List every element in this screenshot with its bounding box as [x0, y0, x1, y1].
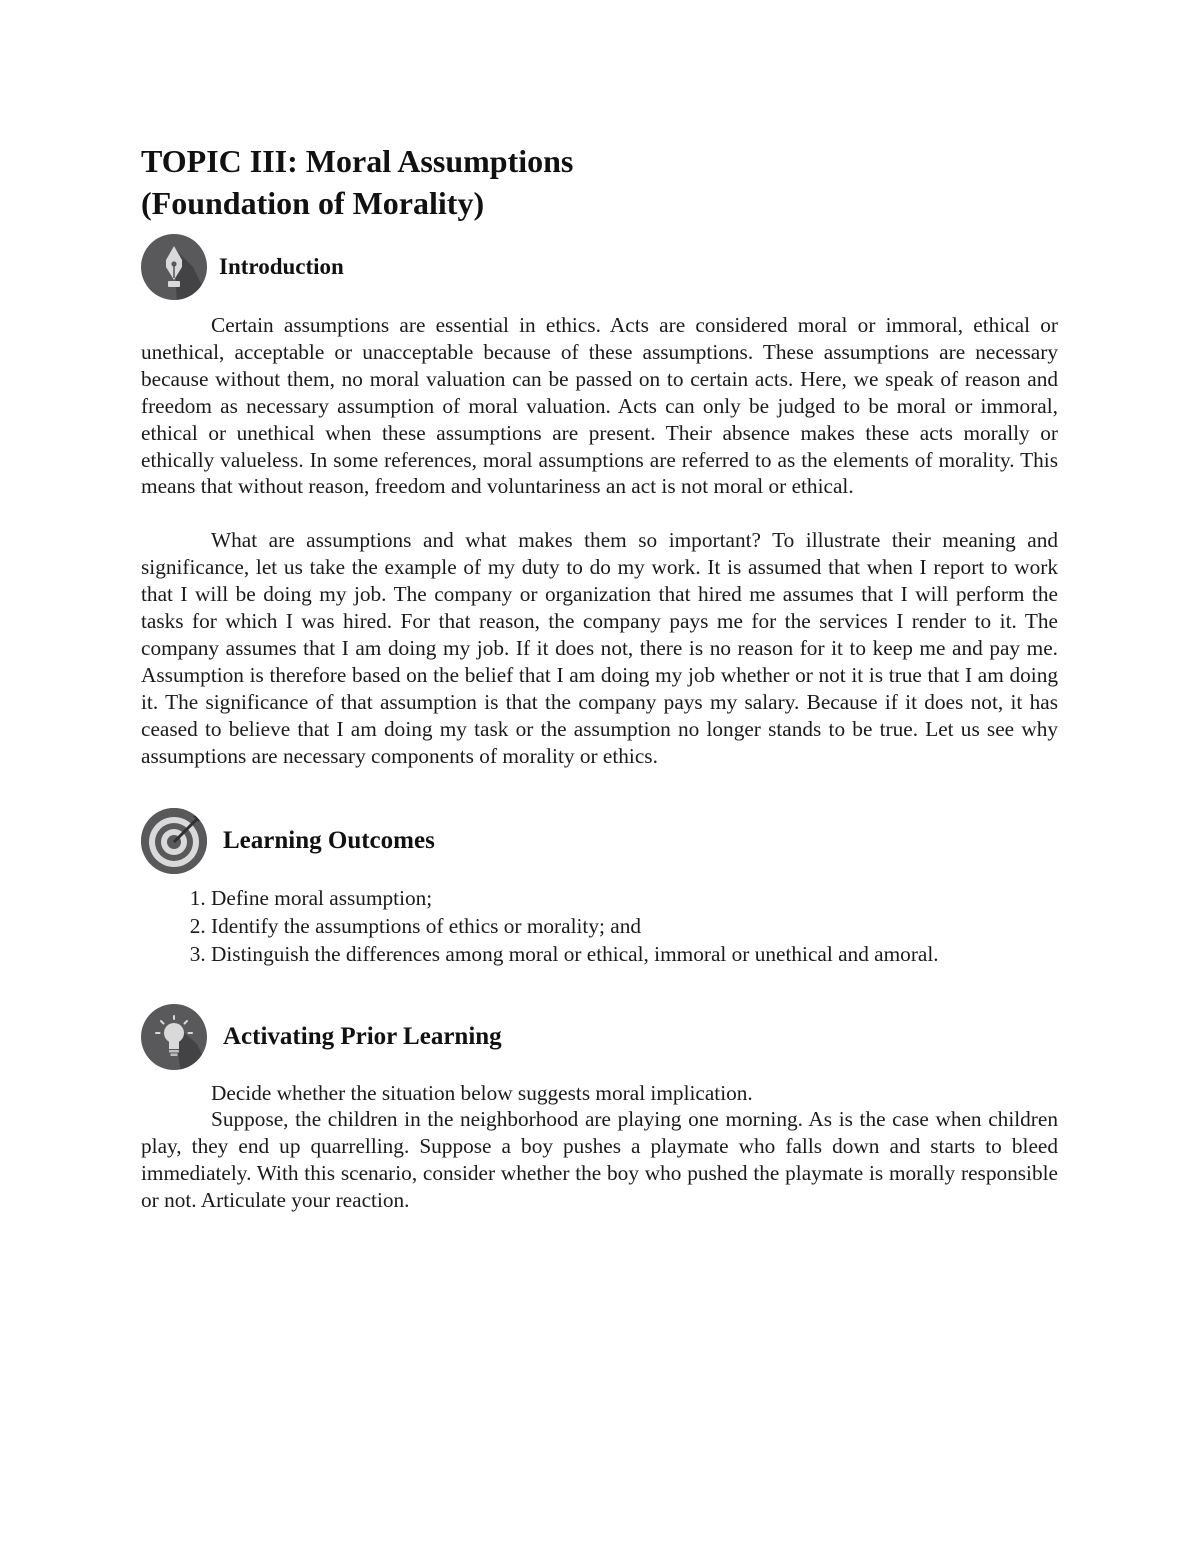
prior-learning-heading: Activating Prior Learning	[223, 1022, 502, 1050]
title-line-2: (Foundation of Morality)	[141, 185, 485, 221]
prior-learning-instruction: Decide whether the situation below suggests moral implication.	[211, 1080, 753, 1105]
prior-learning-scenario: Suppose, the children in the neighborhood are playing one morning. As is the case when children play, they end up quarrelling. Suppose a boy pushes a playmate who falls down and starts to bleed immediately. With this scenario, consider whether the boy who pushed the playmate is morally responsible or not. Articulate your reaction.	[141, 1107, 1058, 1213]
lightbulb-icon	[141, 1004, 207, 1070]
prior-learning-header	[141, 1002, 1058, 1072]
introduction-header	[141, 232, 1058, 302]
document-page	[141, 140, 1058, 1214]
target-icon	[141, 808, 207, 874]
outcomes-list	[141, 884, 1058, 968]
list-item: 3. Distinguish the differences among moral or ethical, immoral or unethical and amoral.	[211, 940, 1058, 968]
list-item: 2. Identify the assumptions of ethics or morality; and	[211, 912, 1058, 940]
intro-paragraph-2: What are assumptions and what makes them so important? To illustrate their meaning and significance, let us take the example of my duty to do my work. It is assumed that when I report to work that I will be doing my job. The company or organization that hired me assumes that I will perform the tasks for which I was hired. For that reason, the company pays me for the services I render to it. The company assumes that I am doing my job. If it does not, there is no reason for it to keep me and pay me. Assumption is therefore based on the belief that I am doing my job whether or not it is true that I am doing it. The significance of that assumption is that the company pays my salary. Because if it does not, it has ceased to believe that I am doing my task or the assumption no longer stands to be true. Let us see why assumptions are necessary components of morality or ethics.	[141, 528, 1058, 768]
intro-paragraph-1: Certain assumptions are essential in ethics. Acts are considered moral or immoral, ethical or unethical, acceptable or unacceptable because of these assumptions. These assumptions are necessary because without them, no moral valuation can be passed on to certain acts. Here, we speak of reason and freedom as necessary assumption of moral valuation. Acts can only be judged to be moral or immoral, ethical or unethical when these assumptions are present. Their absence makes these acts morally or ethically valueless. In some references, moral assumptions are referred to as the elements of morality. This means that without reason, freedom and voluntariness an act is not moral or ethical.	[141, 313, 1058, 499]
list-item: 1. Define moral assumption;	[211, 884, 1058, 912]
introduction-heading: Introduction	[219, 254, 344, 279]
learning-outcomes-header	[141, 806, 1058, 876]
learning-outcomes-heading: Learning Outcomes	[223, 826, 435, 854]
page-title	[141, 140, 1058, 224]
title-line-1: TOPIC III: Moral Assumptions	[141, 143, 574, 179]
pen-nib-icon	[141, 234, 207, 300]
